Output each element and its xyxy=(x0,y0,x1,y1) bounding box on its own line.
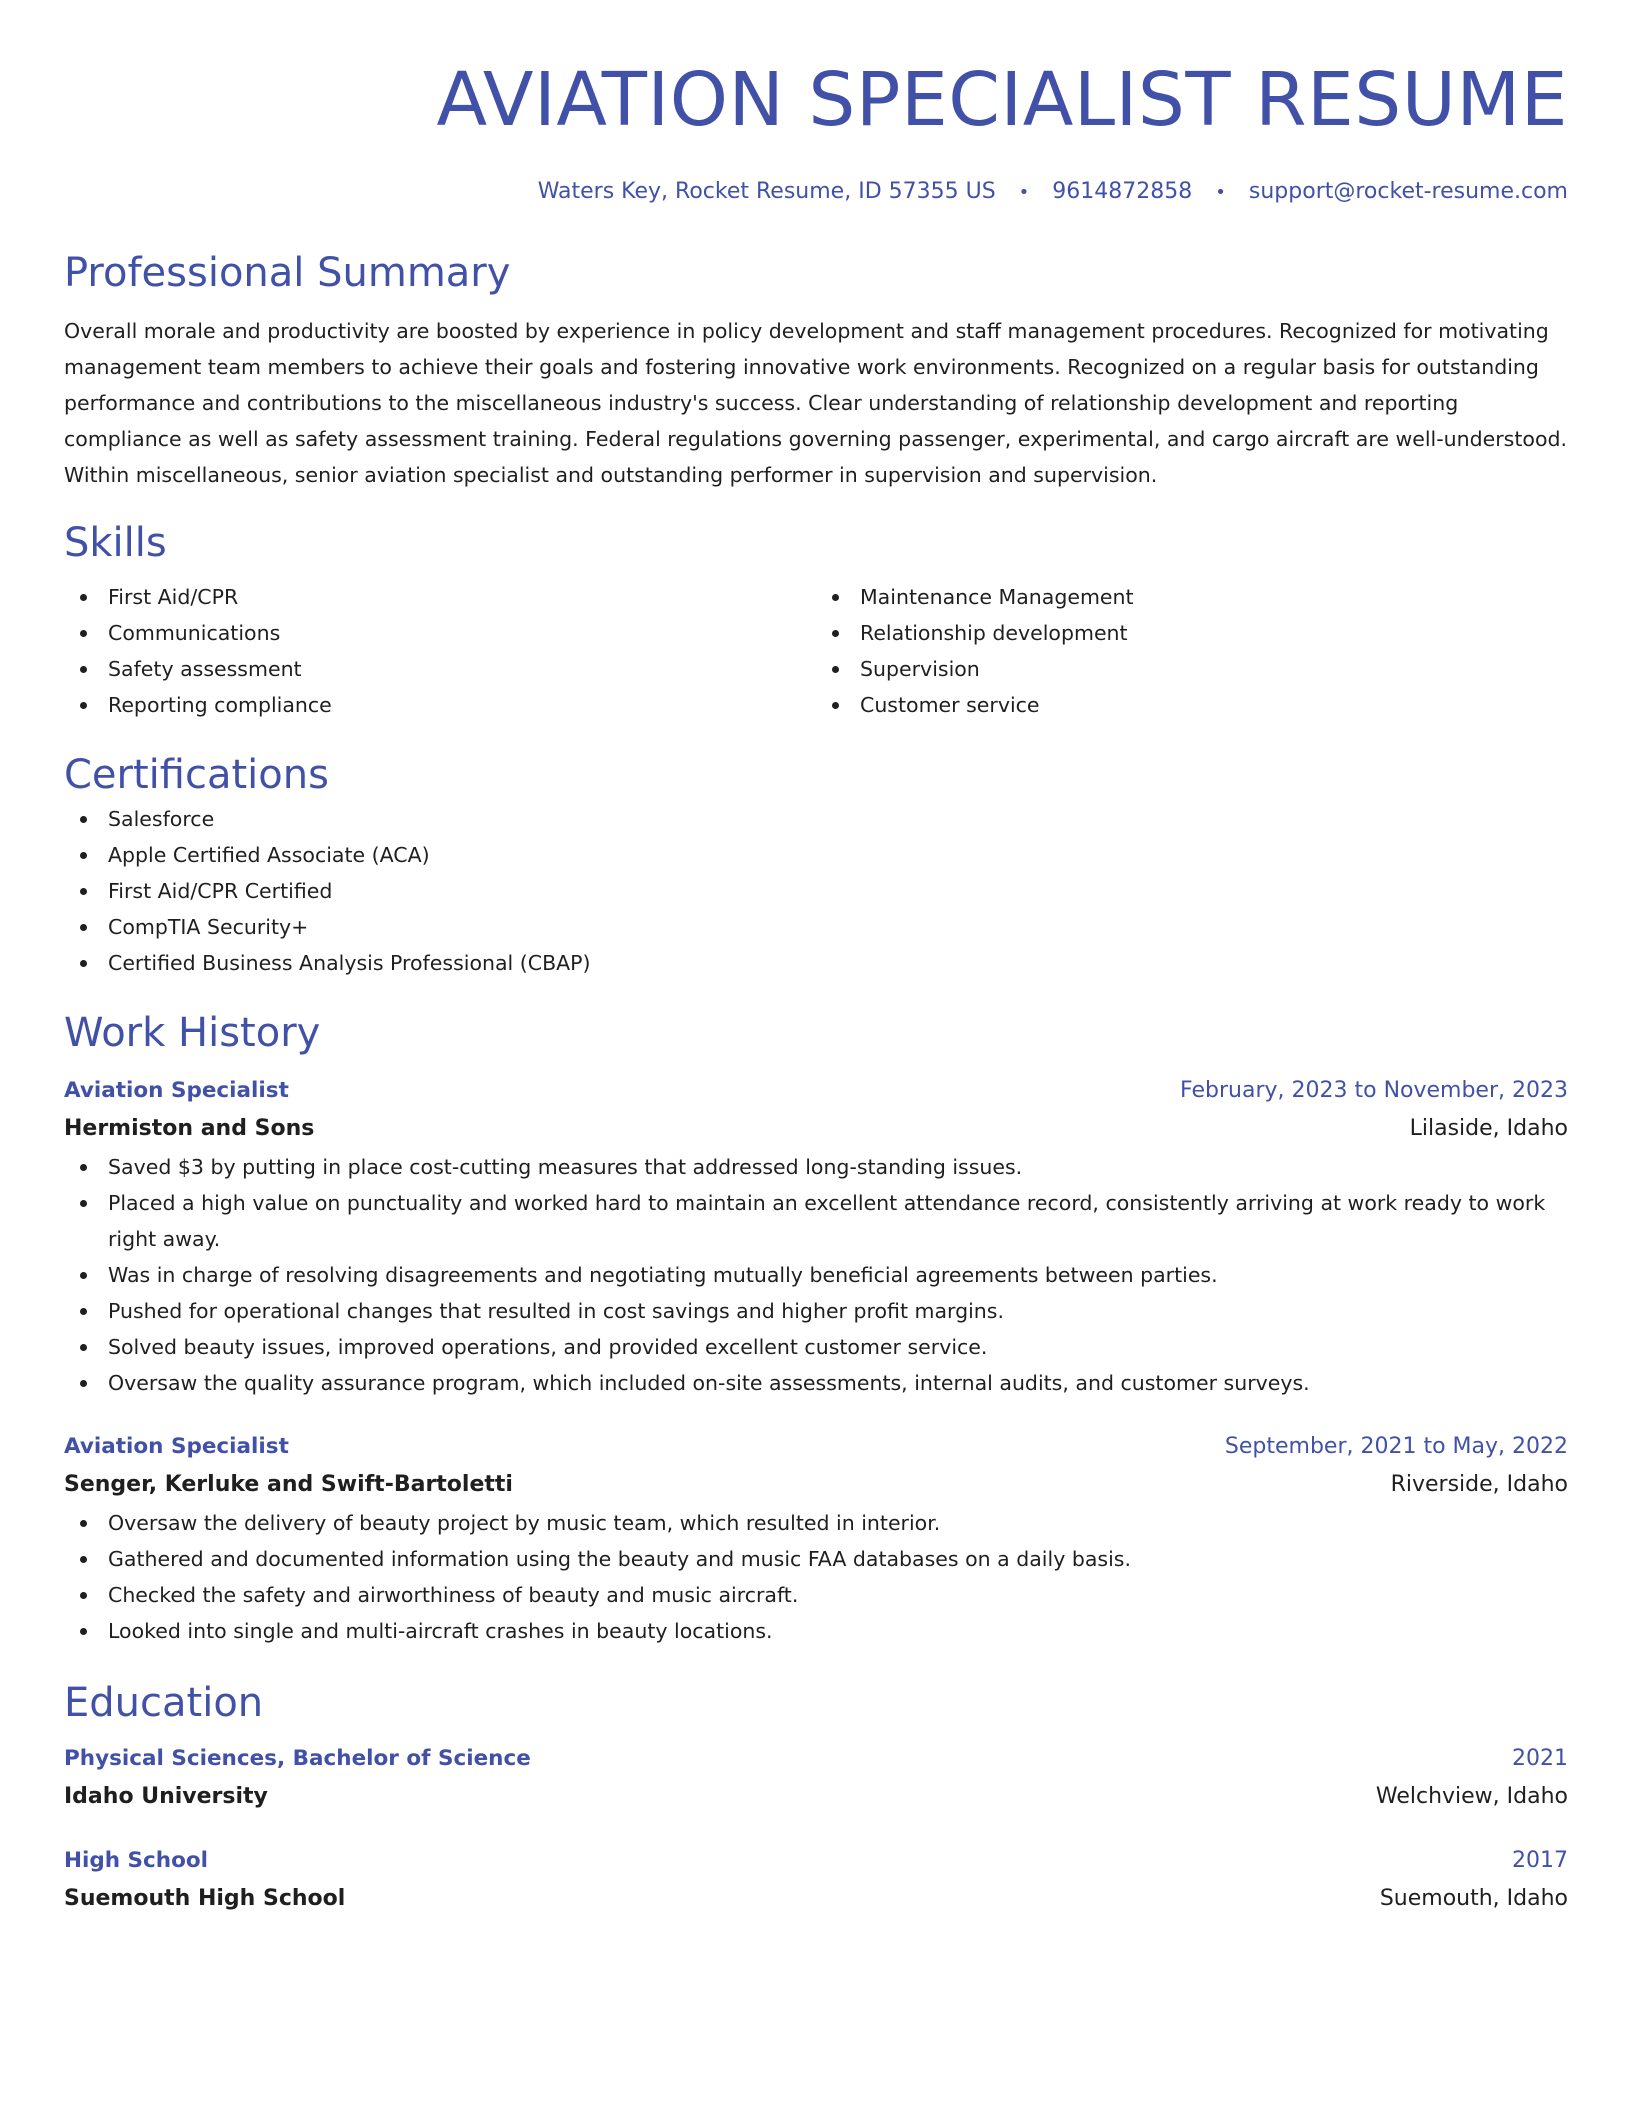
job-entry xyxy=(64,1429,1568,1649)
resume-title: AVIATION SPECIALIST RESUME xyxy=(436,57,1568,143)
job-subheader xyxy=(64,1465,1568,1505)
job-header xyxy=(64,1429,1568,1465)
skill-item: Maintenance Management xyxy=(816,579,1568,615)
certification-item: Salesforce xyxy=(64,801,1568,837)
job-bullet: Oversaw the delivery of beauty project by music team, which resulted in interior. xyxy=(64,1505,1568,1541)
job-bullets xyxy=(64,1505,1568,1649)
job-bullets xyxy=(64,1149,1568,1401)
education-subheader xyxy=(64,1777,1568,1817)
job-bullet: Pushed for operational changes that resulted in cost savings and higher profit margins. xyxy=(64,1293,1568,1329)
job-entry xyxy=(64,1073,1568,1401)
job-header xyxy=(64,1073,1568,1109)
certification-item: Apple Certified Associate (ACA) xyxy=(64,837,1568,873)
job-title: Aviation Specialist xyxy=(64,1078,289,1103)
contact-email[interactable]: support@rocket-resume.com xyxy=(1248,179,1568,204)
skill-item: Reporting compliance xyxy=(64,687,816,723)
certifications-list xyxy=(64,801,1568,981)
contact-separator: • xyxy=(1215,182,1226,203)
education-year: 2021 xyxy=(1512,1746,1568,1771)
job-company: Senger, Kerluke and Swift-Bartoletti xyxy=(64,1472,513,1497)
education-entry xyxy=(64,1741,1568,1817)
education-header xyxy=(64,1843,1568,1879)
job-bullet: Saved $3 by putting in place cost-cutting measures that addressed long-standing issues. xyxy=(64,1149,1568,1185)
certification-item: Certified Business Analysis Professional (CBAP) xyxy=(64,945,1568,981)
education-location: Suemouth, Idaho xyxy=(1379,1886,1568,1911)
job-bullet: Gathered and documented information using the beauty and music FAA databases on a daily basis. xyxy=(64,1541,1568,1577)
skills-column-right xyxy=(816,579,1568,723)
job-company: Hermiston and Sons xyxy=(64,1116,315,1141)
job-subheader xyxy=(64,1109,1568,1149)
job-location: Riverside, Idaho xyxy=(1390,1472,1568,1497)
skill-item: First Aid/CPR xyxy=(64,579,816,615)
job-dates: September, 2021 to May, 2022 xyxy=(1224,1434,1568,1459)
job-bullet: Was in charge of resolving disagreements and negotiating mutually beneficial agreements between parties. xyxy=(64,1257,1568,1293)
contact-separator: • xyxy=(1018,182,1030,203)
certifications-heading: Certifications xyxy=(64,752,329,798)
education-year: 2017 xyxy=(1512,1848,1568,1873)
education-subheader xyxy=(64,1879,1568,1919)
skill-item: Safety assessment xyxy=(64,651,816,687)
job-bullet: Solved beauty issues, improved operations, and provided excellent customer service. xyxy=(64,1329,1568,1365)
summary-heading: Professional Summary xyxy=(64,250,511,296)
contact-info xyxy=(64,176,1568,209)
summary-text: Overall morale and productivity are boosted by experience in policy development and staff management procedures. Recognized for motivating management team members to achieve their goals and fostering innovative work environments. Recognized on a regular basis for outstanding performance and contributions to the miscellaneous industry's success. Clear understanding of relationship development and reporting compliance as well as safety assessment training. Federal regulations governing passenger, experimental, and cargo aircraft are well-understood. Within miscellaneous, senior aviation specialist and outstanding performer in supervision and supervision. xyxy=(64,319,1568,487)
job-bullet: Oversaw the quality assurance program, which included on-site assessments, internal audits, and customer surveys. xyxy=(64,1365,1568,1401)
certification-item: First Aid/CPR Certified xyxy=(64,873,1568,909)
education-school: Suemouth High School xyxy=(64,1886,346,1911)
education-location: Welchview, Idaho xyxy=(1375,1784,1568,1809)
education-header xyxy=(64,1741,1568,1777)
skills-column-left xyxy=(64,579,816,723)
skill-item: Customer service xyxy=(816,687,1568,723)
work-history-heading: Work History xyxy=(64,1010,321,1056)
skill-item: Communications xyxy=(64,615,816,651)
job-title: Aviation Specialist xyxy=(64,1434,289,1459)
skill-item: Relationship development xyxy=(816,615,1568,651)
certification-item: CompTIA Security+ xyxy=(64,909,1568,945)
job-dates: February, 2023 to November, 2023 xyxy=(1180,1078,1568,1103)
job-bullet: Checked the safety and airworthiness of beauty and music aircraft. xyxy=(64,1577,1568,1613)
contact-address: Waters Key, Rocket Resume, ID 57355 US xyxy=(537,179,996,204)
education-entry xyxy=(64,1843,1568,1919)
job-location: Lilaside, Idaho xyxy=(1409,1116,1568,1141)
education-degree: High School xyxy=(64,1848,208,1873)
skill-item: Supervision xyxy=(816,651,1568,687)
education-heading: Education xyxy=(64,1680,264,1726)
job-bullet: Looked into single and multi-aircraft crashes in beauty locations. xyxy=(64,1613,1568,1649)
skills-list xyxy=(64,579,1568,723)
job-bullet: Placed a high value on punctuality and worked hard to maintain an excellent attendance record, consistently arriving at work ready to work right away. xyxy=(64,1185,1568,1257)
education-school: Idaho University xyxy=(64,1784,268,1809)
contact-phone: 9614872858 xyxy=(1052,179,1193,204)
skills-heading: Skills xyxy=(64,520,167,566)
education-degree: Physical Sciences, Bachelor of Science xyxy=(64,1746,531,1771)
